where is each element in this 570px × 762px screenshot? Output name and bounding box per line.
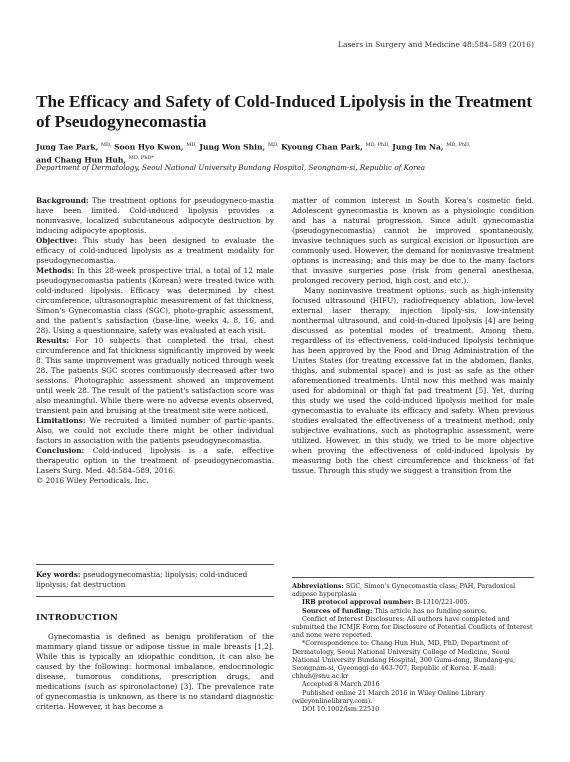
- footnote-funding: [292, 607, 534, 615]
- divider: [292, 577, 534, 578]
- abstract-conclusion: [36, 446, 274, 476]
- footnote-label: Abbreviations:: [292, 582, 344, 590]
- author-degree: MD, PhD,: [365, 142, 390, 148]
- keywords: [36, 570, 274, 590]
- footnote-abbrev: [292, 582, 534, 598]
- copyright: © 2016 Wiley Periodicals, Inc.: [36, 476, 149, 485]
- author-degree: MD,: [186, 142, 197, 148]
- author: Kyoung Chan Park,: [281, 142, 363, 152]
- section-label: Conclusion:: [36, 446, 85, 455]
- section-label: Limitations:: [36, 416, 86, 425]
- abstract-text: We recruited a limited number of partic-ipants. Also, we could not exclude there might be other individual factors in association with the patients pseudogynecomastia.: [36, 416, 275, 445]
- section-label: Results:: [36, 336, 70, 345]
- divider: [36, 596, 274, 597]
- section-label: Objective:: [36, 236, 77, 245]
- footnote-conflict: Conflict of Interest Disclosures: All authors have completed and submitted the ICMJE Form for Disclosure of Potential Conflicts of Interest and none were reported.: [292, 614, 533, 640]
- author: Jung Won Shin,: [199, 142, 266, 152]
- footnote-text: This article has no funding source.: [374, 606, 487, 615]
- keywords-text: pseudogynecomastia; lipolysis; cold-induced lipolysis; fat destruction: [36, 570, 248, 589]
- section-heading: INTRODUCTION: [36, 612, 118, 622]
- footnote-accepted: Accepted 8 March 2016: [302, 680, 380, 689]
- keywords-label: Key words:: [36, 570, 81, 579]
- footnote-label: IRB protocol approval number:: [302, 598, 414, 607]
- author: Soon Hyo Kwon,: [114, 142, 184, 152]
- abstract-text: In this 28-week prospective trial, a total of 12 male pseudogynecomastia patients (Korean) were treated twice with cold-induced lipolysis. Efficacy was determined by chest circumference, ultrasonographic measurement of fat thickness, Simon's Gynecomastia class (SGC), photo-graphic assessment, and the patient's satisfaction (base-line, weeks 4, 8, 16, and 28). Using a questionnaire, safety was evaluated at each visit.: [36, 266, 274, 335]
- body-paragraph: matter of common interest in South Korea's cosmetic field. Adolescent gynecomastia is known as a physiologic condition and has a natural progression. Since adult gynecomastia (pseudogynecomastia) cannot be improved spontaneously, invasive techniques such as surgical excision or liposuction are commonly used. However, the demand for noninvasive treatment options is increasing; and this may be due to the many factors that invasive surgeries pose (risk from general anesthesia, prolonged recovery period, high cost, and etc.).: [292, 196, 534, 285]
- abstract-text: The treatment options for pseudogyneco-mastia have been limited. Cold-induced lipolysis provides a noninvasive, localized subcutaneous adipocyte destruction by inducing adipocyte apoptosis.: [36, 196, 275, 235]
- author-degree: MD, PhD,: [446, 142, 471, 148]
- author: Jung Im Na,: [392, 142, 444, 152]
- body-paragraph: Many noninvasive treatment options, such as high-intensity focused ultrasound (HIFU), radiofrequency ablation, low-level external laser therapy, injection lipoly-sis, low-intensity nonthermal ultrasound, and cold-in-duced lipolysis [4] are being discussed as potential modes of treatment. Among them, regardless of its effectiveness, cold-induced lipolysis technique has been approved by the Food and Drug Administration of the Unites States (for treating excessive fat in the abdomen, flanks, thighs, and submental space) and is just as safe as the other aforementioned treatments. Until now this method was mainly used for abdominal or thigh fat pad treatment [5]. Yet, during this study we used the cold-induced lipolysis method for male gynecomastia to evaluate its efficacy and safety. When previous studies evaluated the effectiveness of a treatment method, only subjective evaluations, such as photographic assessment, were utilized. However, in this study, we tried to be more objective when proving the effectiveness of cold-induced lipolysis by measuring both the chest circumference and thickness of fat tissue. Through this study we suggest a transition from the: [292, 286, 534, 475]
- abstract-text: For 10 subjects that completed the trial, chest circumference and fat thickness significantly improved by week 8. This same improvement was gradually noticed through week 28. The patients SGC scores continuously decreased after two sessions. Photographic assessment showed an improvement until week 28. The result of the patient's satisfaction score was also meaningful. While there were no adverse events observed, transient pain and bruising at the treatment site were noticed.: [36, 336, 274, 415]
- author: and Chang Hun Huh,: [36, 155, 127, 165]
- footnote-irb: [292, 598, 534, 606]
- section-label: Methods:: [36, 266, 75, 275]
- abstract-methods: [36, 266, 274, 336]
- paper-title: The Efficacy and Safety of Cold-Induced Lipolysis in the Treatment of Pseudogynecomastia: [36, 92, 533, 131]
- intro-paragraph: Gynecomastia is defined as benign proliferation of the mammary gland tissue or adipose tissue in male breasts [1,2]. While this is typically an idiopathic condition, it can also be caused by the following: hormonal imbalance, endocrinologic disease, tumorous conditions, prescription drugs, and medications (such as spironolactone) [3]. The prevalence rate of gynecomastia is unknown, as there is no standard diagnostic criteria. However, it has become a: [36, 632, 274, 711]
- divider: [36, 564, 274, 565]
- section-label: Background:: [36, 196, 89, 205]
- footnote-text: SGC, Simon's Gynecomastia class; PAH, Paradoxical adipose hyperplasia: [292, 582, 516, 599]
- abstract-objective: [36, 236, 274, 266]
- abstract-results: [36, 336, 274, 416]
- footnotes: [292, 582, 534, 713]
- footnote-published: Published online 21 March 2016 in Wiley Online Library (wileyonlinelibrary.com).: [292, 688, 485, 705]
- body-column-right: [292, 196, 534, 476]
- abstract-limitations: [36, 416, 274, 446]
- journal-header: Lasers in Surgery and Medicine 48:584–589 (2016): [338, 40, 534, 49]
- footnote-doi: DOI 10.1002/lsm.22510: [302, 705, 380, 714]
- abstract-text: This study has been designed to evaluate the efficacy of cold-induced lipolysis as a treatment modality for pseudogynecomastia.: [36, 236, 274, 265]
- affiliation: Department of Dermatology, Seoul National University Bundang Hospital, Seongnam-si, Republic of Korea: [36, 163, 426, 172]
- abstract-background: [36, 196, 274, 236]
- author: Jung Tae Park,: [36, 142, 99, 152]
- author-degree: MD,: [100, 142, 112, 148]
- abstract-text: Cold-induced lipolysis is a safe, effective therapeutic option in the treatment of pseudogynecomastia. Lasers Surg. Med. 48:584–589, 2016.: [36, 446, 274, 475]
- author-degree: MD,: [267, 142, 279, 148]
- footnote-text: B-1310/221-005.: [415, 598, 470, 607]
- footnote-correspondence: *Correspondence to: Chang Hun Huh, MD, PhD, Department of Dermatology, Seoul National University College of Medicine, Seoul National University Bundang Hospital, 300 Gumi-dong, Bundang-gu, Seongnam-si, Gyeonggi-do 463-707, Republic of Korea. E-mail: chhuh@snu.ac.kr: [292, 639, 516, 681]
- author-list: [36, 140, 534, 165]
- footnote-label: Sources of funding:: [302, 606, 373, 615]
- abstract: [36, 196, 274, 486]
- author-degree: MD, PhD*: [128, 154, 154, 161]
